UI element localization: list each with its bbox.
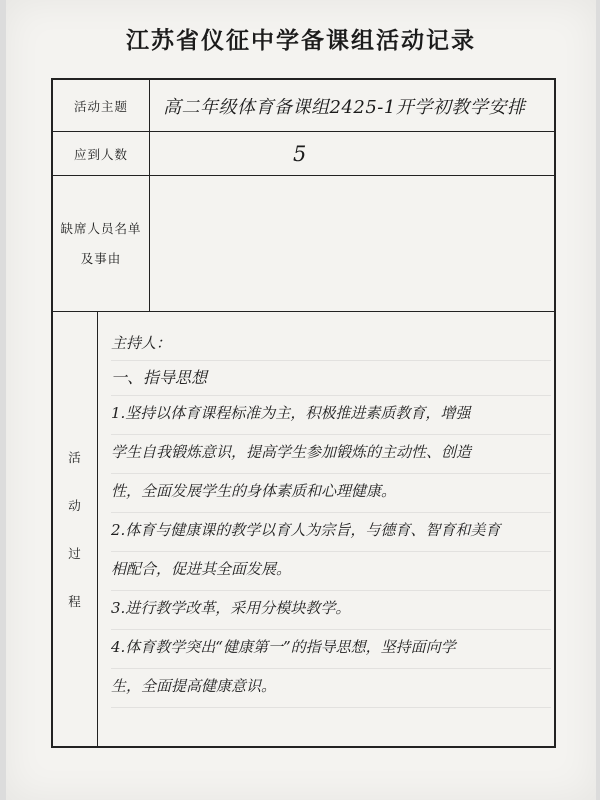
- process-intro: 主持人：: [111, 326, 551, 361]
- topic-row: [53, 80, 554, 132]
- process-label-char: 活: [68, 450, 82, 465]
- topic-value: 高二年级体育备课组2425-1开学初教学安排: [163, 96, 526, 118]
- process-line: 学生自我锻炼意识，提高学生参加锻炼的主动性、创造: [111, 435, 551, 474]
- process-line: 4.体育教学突出“健康第一”的指导思想，坚持面向学: [111, 630, 551, 669]
- process-line: 1.坚持以体育课程标准为主，积极推进素质教育，增强: [111, 396, 551, 435]
- topic-label: 活动主题: [53, 80, 150, 131]
- process-row: [53, 312, 554, 748]
- process-line: 3.进行教学改革，采用分模块教学。: [111, 591, 551, 630]
- process-label: [53, 312, 98, 748]
- process-line: 相配合，促进其全面发展。: [111, 552, 551, 591]
- process-label-char: 程: [68, 594, 82, 609]
- process-label-char: 动: [68, 498, 82, 513]
- absentees-label-line1: 缺席人员名单: [60, 220, 142, 236]
- process-label-char: 过: [68, 546, 82, 561]
- record-sheet: [6, 0, 596, 800]
- process-line: 生，全面提高健康意识。: [111, 669, 551, 708]
- section-heading: 一、指导思想: [111, 361, 551, 396]
- process-line: 性，全面发展学生的身体素质和心理健康。: [111, 474, 551, 513]
- process-line: 2.体育与健康课的教学以育人为宗旨，与德育、智育和美育: [111, 513, 551, 552]
- absentees-label-line2: 及事由: [80, 250, 122, 266]
- attendance-row: [53, 132, 554, 176]
- attendance-value: 5: [293, 141, 307, 166]
- document-title: 江苏省仪征中学备课组活动记录: [126, 27, 476, 54]
- process-content: [111, 326, 551, 708]
- absentees-label: [53, 176, 150, 311]
- absentees-row: [53, 176, 554, 312]
- attendance-label: 应到人数: [53, 132, 150, 175]
- activity-record-table: [51, 78, 556, 748]
